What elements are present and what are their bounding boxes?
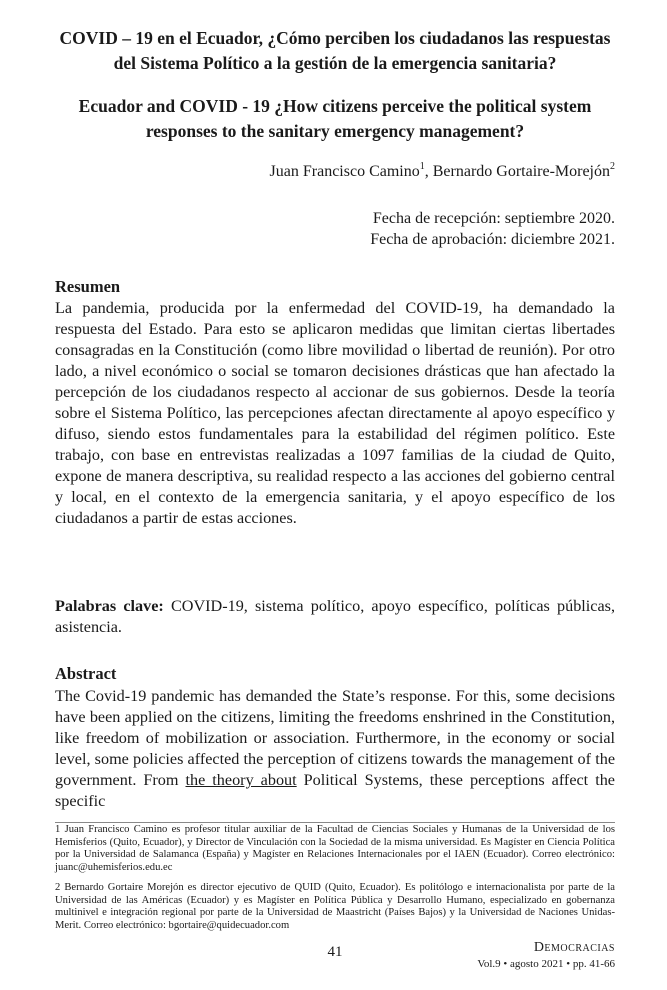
abstract-text-part-1: The Covid-19 pandemic has demanded the State’s response. For this, some decisions have been applied on the citizens, limiting the freedoms enshrined in the Constitution, like freedom of mobilization or association. Furthermore, in the economy or social level, some policies affected the perception of citizens towards the management of the government. From	[55, 687, 615, 789]
footnote-1: 1 Juan Francisco Camino es profesor titular auxiliar de la Facultad de Ciencias Sociales y Humanas de la Universidad de los Hemisferios (Quito, Ecuador), y Director de Vinculación con la Sociedad de la misma universidad. Es Magíster en Ciencia Política por la Universidad de Salamanca (España) y Magíster en Relaciones Internacionales por el IAEN (Ecuador). Correo electrónico: juanc@uhemisferios.edu.ec	[55, 824, 615, 873]
title-english: Ecuador and COVID - 19 ¿How citizens perceive the political system responses to the sanitary emergency management?	[78, 96, 592, 141]
footnote-2: 2 Bernardo Gortaire Morejón es director ejecutivo de QUID (Quito, Ecuador). Es politólogo e internacionalista por parte de la Universidad de las Américas (Ecuador) y es Magíster en Política Pública y Desarrollo Humano, especializado en gobernanza multinivel e integración regional por parte de la Universidad de Maastricht (Países Bajos) y la Universidad de Naciones Unidas-Merit. Correo electrónico: bgortaire@quidecuador.com	[55, 882, 615, 931]
journal-info	[477, 940, 615, 972]
author-2: Bernardo Gortaire-Morejón	[432, 163, 610, 180]
abstract-text	[55, 686, 615, 812]
abstract-heading: Abstract	[55, 664, 117, 683]
abstract-underlined-phrase: the theory about	[185, 771, 297, 789]
page-number: 41	[327, 944, 343, 960]
author-1: Juan Francisco Camino	[269, 163, 420, 180]
approved-date: Fecha de aprobación: diciembre 2021.	[370, 231, 615, 248]
footnote-divider	[55, 822, 615, 823]
received-date: Fecha de recepción: septiembre 2020.	[372, 210, 615, 227]
author-1-footnote-ref[interactable]: 1	[419, 161, 425, 172]
abstract-text-part-2: Political Systems, these perceptions affect the specific	[55, 771, 615, 810]
keywords	[55, 596, 615, 638]
resumen-heading: Resumen	[55, 277, 121, 296]
journal-name: Democracias	[533, 940, 615, 955]
author-2-footnote-ref[interactable]: 2	[610, 161, 615, 172]
keywords-label: Palabras clave:	[55, 597, 164, 615]
keywords-list: COVID-19, sistema político, apoyo específico, políticas públicas, asistencia.	[55, 597, 615, 636]
title-spanish: COVID – 19 en el Ecuador, ¿Cómo perciben los ciudadanos las respuestas del Sistema Político a la gestión de la emergencia sanitaria?	[59, 28, 611, 73]
submission-dates	[370, 208, 615, 250]
author-separator: ,	[424, 163, 433, 180]
resumen-text: La pandemia, producida por la enfermedad del COVID-19, ha demandado la respuesta del Estado. Para esto se aplicaron medidas que limitan ciertas libertades consagradas en la Constitución (como libre movilidad o libertad de reunión). Por otro lado, a nivel económico o social se tomaron decisiones drásticas que han afectado la percepción de los ciudadanos respecto al accionar de sus gobiernos. Desde la teoría sobre el Sistema Político, las percepciones afectan directamente al apoyo específico y difuso, siendo estos fundamentales para la estabilidad del régimen político. Este trabajo, con base en entrevistas realizadas a 1097 familias de la ciudad de Quito, expone de manera descriptiva, su realidad respecto a las acciones del gobierno central y local, en el contexto de la emergencia sanitaria, y el apoyo específico de los ciudadanos a partir de estas acciones.	[55, 299, 615, 527]
journal-volume: Vol.9 • agosto 2021 • pp. 41-66	[477, 958, 615, 970]
author-line	[270, 162, 615, 182]
